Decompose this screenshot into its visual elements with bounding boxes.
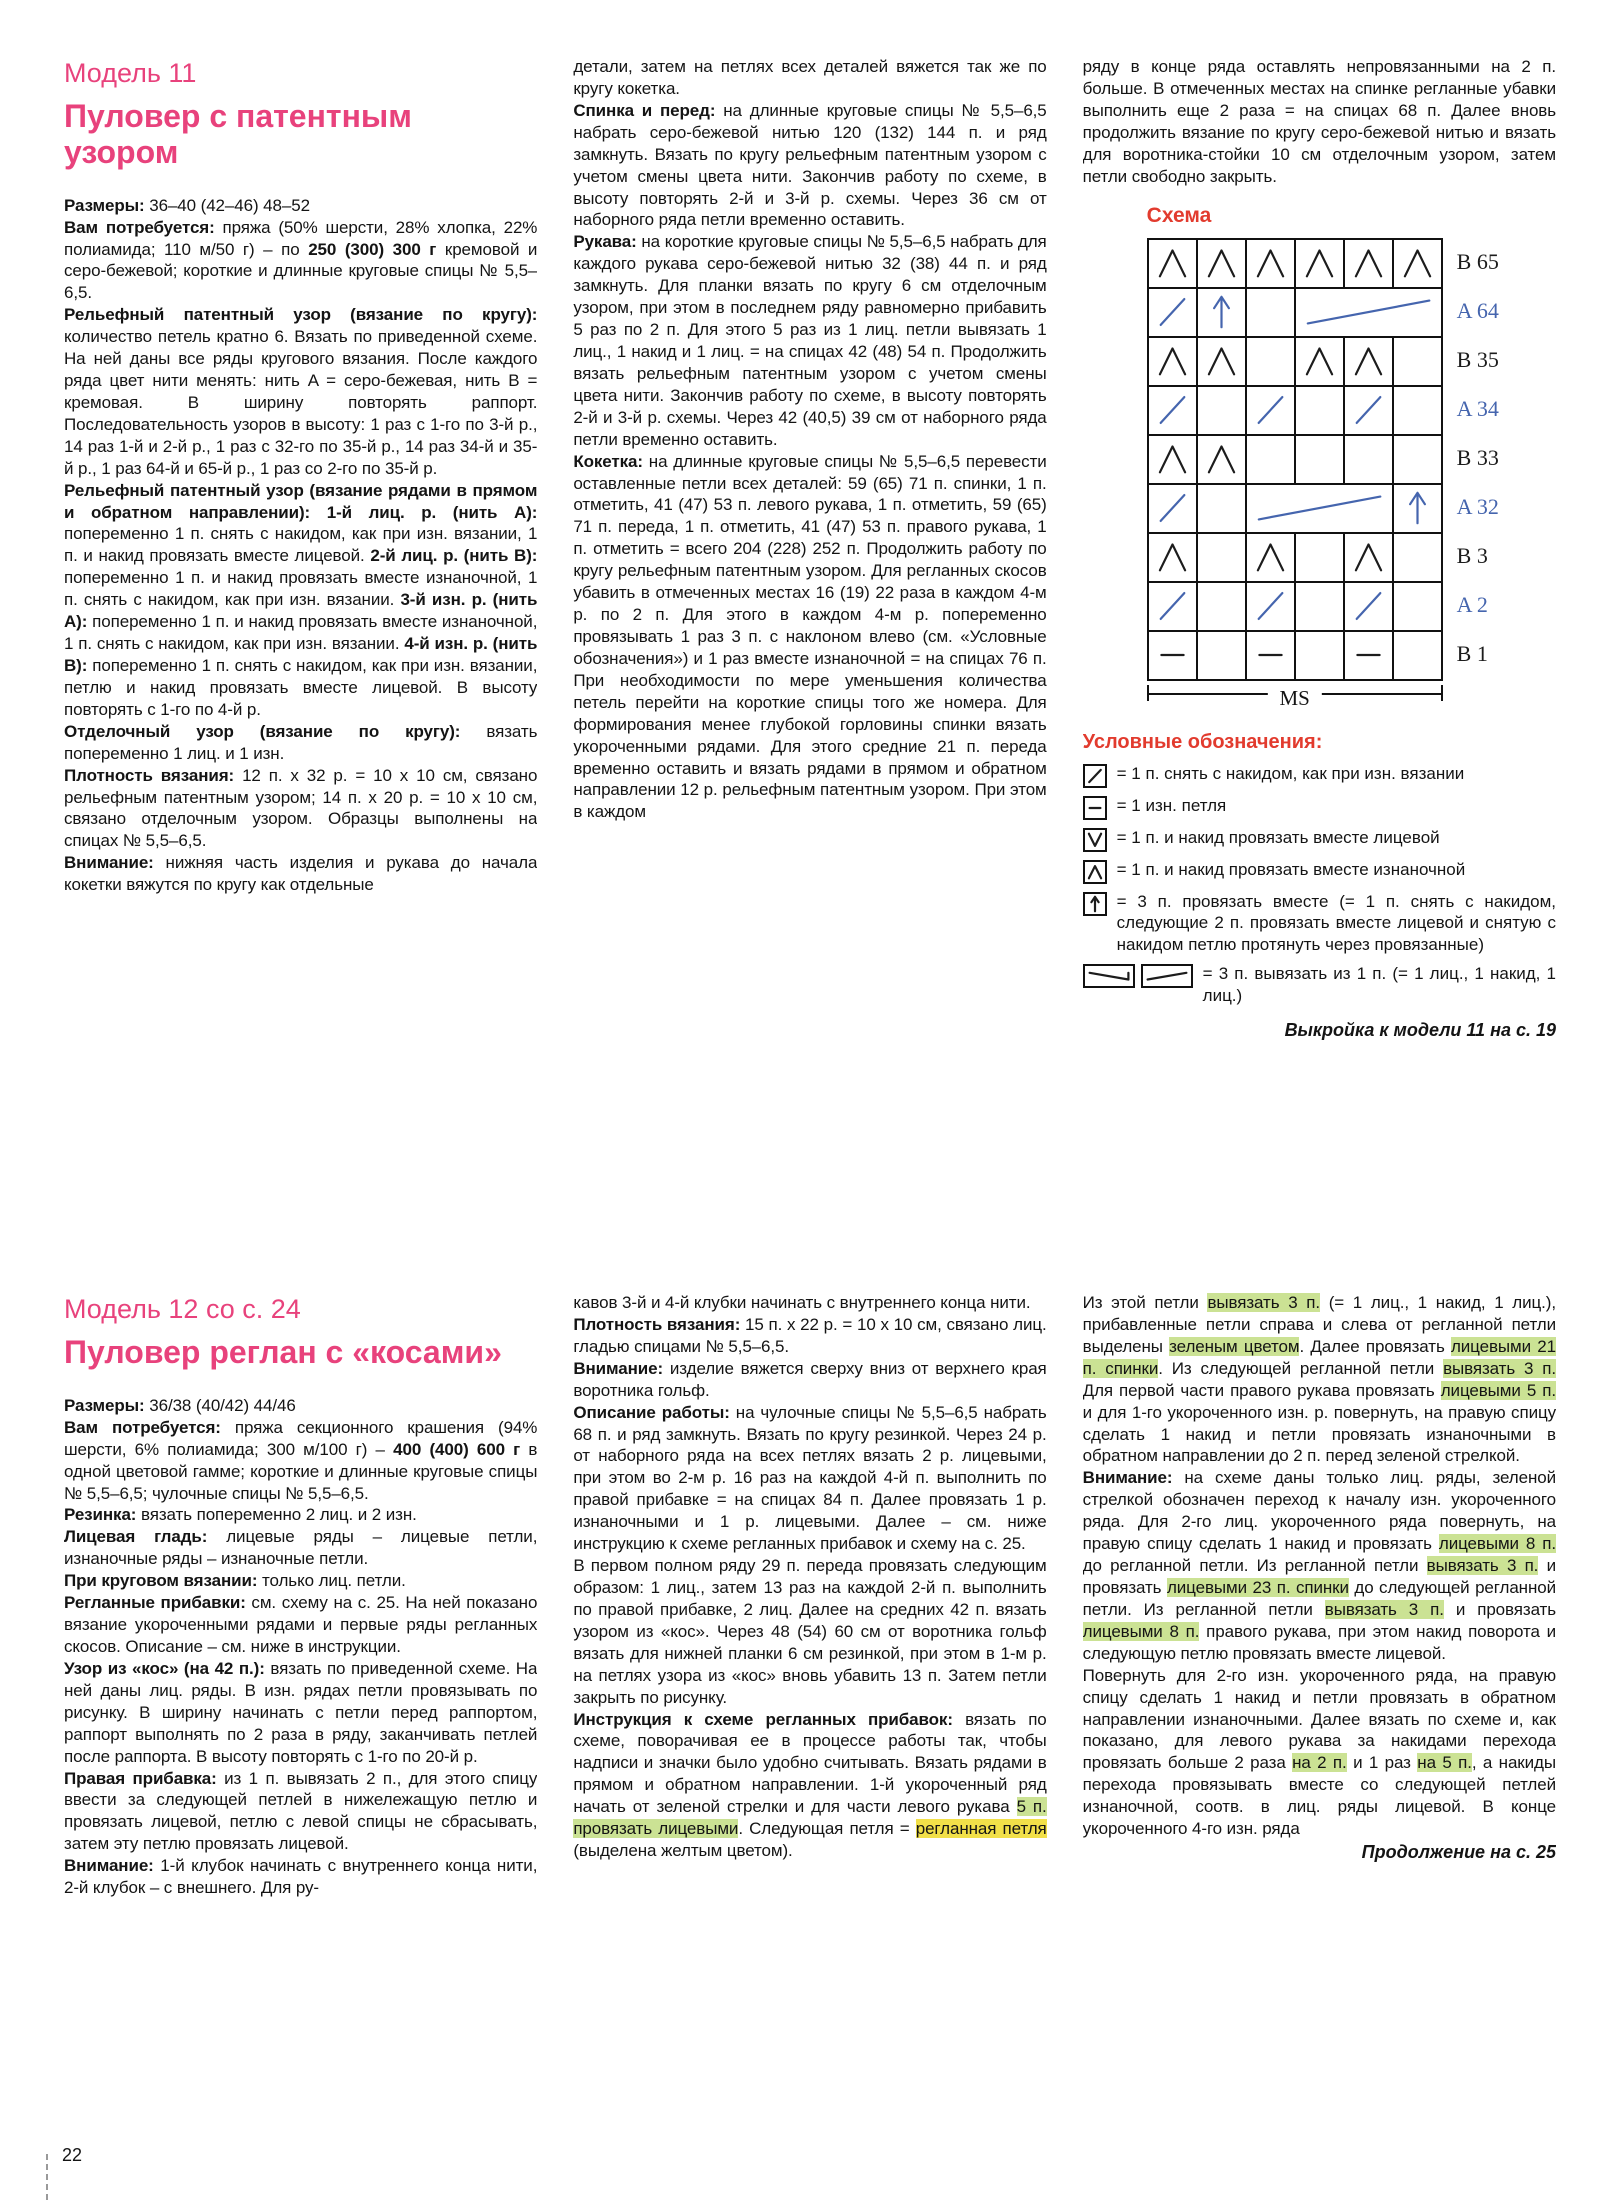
chart-cell [1149, 534, 1198, 583]
chart-cell [1149, 387, 1198, 436]
chart-cell [1296, 387, 1345, 436]
model12-text-col2 [573, 1292, 1046, 1862]
chart-cell [1149, 436, 1198, 485]
chart-cell [1149, 583, 1198, 632]
schema-heading: Схема [1146, 203, 1212, 227]
chart-cell [1198, 338, 1247, 387]
chart-cell [1296, 338, 1345, 387]
chart-cell [1247, 632, 1296, 681]
chart-row-label: B 35 [1456, 347, 1499, 373]
model12-column-1 [64, 1292, 537, 2172]
legend-item-text: = 1 изн. петля [1116, 795, 1227, 815]
chart-cell [1296, 289, 1443, 338]
paragraph: Описание работы: на чулочные спицы № 5,5–6,5 набрать 68 п. и ряд замкнуть. Вязать по кругу резинкой. Через 24 р. от наборного ряда на всех петлях вязать 2 р. лицевыми, при этом во 2-м р. 16 раз на каждой 4-й п. выполнить по правой прибавке = на спицах 84 п. Далее провязать 1 р. изнаночными и 1 р. лицевыми. Далее – см. ниже инструкцию к схеме регланных прибавок и схему на с. 25. [573, 1402, 1047, 1554]
paragraph: Размеры: 36–40 (42–46) 48–52 [64, 195, 310, 215]
model11-text-col1 [64, 195, 537, 897]
chart-row-label: B 65 [1456, 249, 1499, 275]
chart-cell [1247, 338, 1296, 387]
chart-cell [1198, 534, 1247, 583]
paragraph: Лицевая гладь: лицевые ряды – лицевые петли, изнаночные ряды – изнаночные петли. [64, 1527, 538, 1569]
chart-cell [1345, 632, 1394, 681]
model11-section [64, 56, 1556, 1236]
model12-kicker: Модель 12 со с. 24 [64, 1294, 301, 1324]
paragraph: Инструкция к схеме регланных прибавок: вязать по схеме, поворачивая ее в процессе работы так, чтобы надписи и значки было удобно считывать. Вязать рядами в прямом и обратном направлении. 1-й укороченный ряд начать от зеленой стрелки и для части левого рукава 5 п. провязать лицевыми. Следующая петля = регланная петля (выделена желтым цветом). [573, 1709, 1047, 1861]
chart-cell [1394, 338, 1443, 387]
paragraph: кавов 3-й и 4-й клубки начинать с внутреннего конца нити. [573, 1293, 1031, 1312]
paragraph: Плотность вязания: 12 п. х 32 р. = 10 х 10 см, связано рельефным патентным узором; 14 п. х 20 р. = 10 х 10 см, связано отделочным узором. Образцы выполнены на спицах № 5,5–6,5. [64, 765, 538, 851]
wfall-icon [1083, 964, 1135, 988]
chart-cell [1247, 387, 1296, 436]
chart-cell [1345, 534, 1394, 583]
legend-item-text: = 1 п. снять с накидом, как при изн. вязании [1116, 763, 1465, 783]
model12-section [64, 1292, 1556, 2172]
legend-symbol-dash [1083, 795, 1107, 820]
paragraph: Рельефный патентный узор (вязание рядами в прямом и обратном направлении): 1-й лиц. р. (нить A): попеременно 1 п. снять с накидом, как при изн. вязании, 1 п. и накид провязать вместе лицевой. 2-й лиц. р. (нить B): попеременно 1 п. и накид провязать вместе изнаночной, 1 п. снять с накидом, как при изн. вязании. 3-й изн. р. (нить A): попеременно 1 п. и накид провязать вместе изнаночной, 1 п. снять с накидом, как при изн. вязании. 4-й изн. р. (нить B): попеременно 1 п. снять с накидом, как при изн. вязании, петлю и накид провязать вместе лицевой. В высоту повторять с 1-го по 4-й р. [64, 480, 538, 719]
paragraph: Внимание: нижняя часть изделия и рукава до начала кокетки вяжутся по кругу как отдельные [64, 853, 538, 895]
model12-title: Пуловер реглан с «косами» [64, 1334, 502, 1370]
chart-cell [1198, 632, 1247, 681]
model11-column-2 [573, 56, 1046, 1236]
continuation-note: Продолжение на с. 25 [1361, 1842, 1556, 1863]
chart-cell [1198, 289, 1247, 338]
chart-row-label: B 33 [1456, 445, 1499, 471]
legend-symbol-vee [1083, 827, 1107, 852]
paragraph: Вам потребуется: пряжа (50% шерсти, 28% хлопка, 22% полиамида; 110 м/50 г) – по 250 (300) 300 г кремовой и серо-бежевой; короткие и длинные круговые спицы № 5,5–6,5. [64, 217, 538, 303]
chart-cell [1394, 632, 1443, 681]
chart-cell [1247, 534, 1296, 583]
chart-cell [1198, 387, 1247, 436]
chart-cell [1345, 240, 1394, 289]
chart-cell [1296, 534, 1345, 583]
knitting-chart-grid [1147, 238, 1443, 681]
slash-icon [1083, 764, 1107, 788]
chart-cell [1198, 583, 1247, 632]
model11-kicker: Модель 11 [64, 58, 197, 88]
legend-item [1083, 963, 1556, 1007]
chart-cell [1247, 240, 1296, 289]
paragraph: Резинка: вязать попеременно 2 лиц. и 2 изн. [64, 1505, 417, 1525]
model12-text-col1 [64, 1395, 537, 1899]
paragraph: Рукава: на короткие круговые спицы № 5,5–6,5 набрать для каждого рукава серо-бежевой нитью 32 (38) 44 п. и ряд замкнуть. Для планки вязать по кругу 6 см отделочным узором, при этом в последнем ряду равномерно прибавить 5 раз по 2 п. Для этого 5 раз из 1 лиц. петли вывязать 1 лиц., 1 накид и 1 лиц. = на спицах 42 (48) 54 п. Продолжить вязать рельефным патентным узором с учетом смены цвета нити. Закончив работу по схеме, в высоту повторять 2-й и 3-й р. схемы. Через 42 (40,5) 39 см от наборного ряда петли временно оставить. [573, 232, 1047, 449]
chart-row-label: B 1 [1456, 641, 1488, 667]
chart-cell [1149, 289, 1198, 338]
paragraph: Узор из «кос» (на 42 п.): вязать по приведенной схеме. На ней даны лиц. ряды. В изн. рядах петли провязывать по рисунку. В ширину начинать с петли перед раппортом, раппорт выполнять по 2 раза в ряду, заканчивать петлей после раппорта. В высоту повторять с 1-го по 20-й р. [64, 1658, 538, 1766]
legend-item [1083, 859, 1556, 884]
paragraph: Спинка и перед: на длинные круговые спицы № 5,5–6,5 набрать серо-бежевой нитью 120 (132) 144 п. и ряд замкнуть. Вязать по кругу рельефным патентным узором с учетом смены цвета нити. Закончив работу по схеме, в высоту повторять 2-й и 3-й р. схемы. Через 36 см от наборного ряда петли временно оставить. [573, 100, 1047, 230]
lambda-icon [1083, 860, 1107, 884]
chart-cell [1345, 436, 1394, 485]
dash-icon [1083, 796, 1107, 820]
model12-column-2 [573, 1292, 1046, 2172]
chart-cell [1394, 583, 1443, 632]
paragraph: Внимание: на схеме даны только лиц. ряды, зеленой стрелкой обозначен переход к началу изн. укороченного ряда. Для 2-го лиц. укороченного ряда повернуть, на правую спицу сделать 1 накид и провязать лицевыми 8 п. до регланной петли. Из регланной петли вывязать 3 п. и провязать лицевыми 23 п. спинки до следующей регланной петли. Из регланной петли вывязать 3 п. и провязать лицевыми 8 п. правого рукава, при этом накид поворота и следующую петлю провязать вместе лицевой. [1082, 1468, 1556, 1663]
chart-cell [1394, 485, 1443, 534]
paragraph: Регланные прибавки: см. схему на с. 25. На ней показано вязание укороченными рядами и первые ряды регланных скосов. Описание – см. ниже в инструкции. [64, 1593, 538, 1656]
knitting-chart-labels [1457, 238, 1499, 681]
chart-cell [1394, 387, 1443, 436]
paragraph: Внимание: изделие вяжется сверху вниз от верхнего края воротника гольф. [573, 1358, 1047, 1400]
chart-cell [1394, 436, 1443, 485]
paragraph: Повернуть для 2-го изн. укороченного ряда, на правую спицу сделать 1 накид и петли провязать в обратном направлении изнаночными. Далее вязать по схеме и, как показано, для левого рукава за накидами перехода провязать больше 2 раза на 2 п. и 1 раз на 5 п., а накиды перехода провязывать вместе со следующей петлей изнаночной, соотв. в лиц. ряды лицевой. В конце укороченного 4-го изн. ряда [1082, 1665, 1556, 1839]
chart-cell [1345, 583, 1394, 632]
legend-item-text: = 3 п. вывязать из 1 п. (= 1 лиц., 1 накид, 1 лиц.) [1202, 963, 1556, 1005]
legend-symbol-slash [1083, 763, 1107, 788]
paragraph: Правая прибавка: из 1 п. вывязать 2 п., для этого спицу ввести за следующей петлей в нижележащую петлю и провязать лицевой, петлю с левой спицы не сбрасывать, затем эту петлю провязать лицевой. [64, 1768, 538, 1854]
wrise-icon [1141, 964, 1193, 988]
model11-column-1 [64, 56, 537, 1236]
chart-cell [1247, 436, 1296, 485]
legend-item-text: = 3 п. провязать вместе (= 1 п. снять с накидом, следующие 2 п. провязать вместе лицевой и снятую с накидом петлю протянуть через провязанные) [1116, 891, 1556, 955]
paragraph: Отделочный узор (вязание по кругу): вязать попеременно 1 лиц. и 1 изн. [64, 721, 538, 763]
paragraph: В первом полном ряду 29 п. переда провязать следующим образом: 1 лиц., затем 13 раз на каждой 2-й п. выполнить по правой прибавке, 2 лиц. Далее на средних 42 п. вязать узором из «кос». Через 48 (54) 60 см от воротника гольф вязать для нижней планки 6 см резинкой, при этом в 1-м р. на петлях узора из «кос» вновь убавить 13 п. Затем петли закрыть по рисунку. [573, 1556, 1047, 1707]
paragraph: Размеры: 36/38 (40/42) 44/46 [64, 1395, 296, 1415]
model11-title: Пуловер с патентным узором [64, 98, 412, 170]
chart-cell [1247, 583, 1296, 632]
legend-title: Условные обозначения: [1082, 730, 1323, 753]
chart-cell [1296, 436, 1345, 485]
legend-item [1083, 763, 1556, 788]
legend-items [1083, 763, 1556, 1007]
legend [1083, 731, 1556, 1007]
ms-label: MS [1267, 686, 1321, 711]
chart-cell [1296, 632, 1345, 681]
chart-cell [1345, 338, 1394, 387]
chart-cell [1149, 338, 1198, 387]
chart-cell [1296, 583, 1345, 632]
chart-cell [1198, 240, 1247, 289]
legend-item-text: = 1 п. и накид провязать вместе лицевой [1116, 827, 1440, 847]
paragraph: Из этой петли вывязать 3 п. (= 1 лиц., 1 накид, 1 лиц.), прибавленные петли справа и слева от регланной петли выделены зеленым цветом. Далее провязать лицевыми 21 п. спинки. Из следующей регланной петли вывязать 3 п. Для первой части правого рукава провязать лицевыми 5 п. и для 1-го укороченного изн. р. повернуть, на правую спицу сделать 1 накид и петли провязать изнаночными в обратном направлении до 2 п. перед зеленой стрелкой. [1082, 1293, 1556, 1466]
chart-cell [1296, 240, 1345, 289]
chart-cell [1394, 534, 1443, 583]
crop-mark [46, 2154, 48, 2200]
paragraph: Кокетка: на длинные круговые спицы № 5,5–6,5 перевести оставленные петли всех деталей: 59 (65) 71 п. спинки, 1 п. отметить, 41 (47) 53 п. левого рукава, 1 п. отметить, 59 (65) 71 п. переда, 1 п. отметить, 41 (47) 53 п. правого рукава, 1 п. отметить = всего 204 (228) 252 п. Продолжить работу по кругу рельефным патентным узором. Для регланных скосов убавить в отмеченных местах 16 (19) 22 раза в каждом 4-м р. по 2 п. Для этого в каждом 4-м р. попеременно провязывать 1 раз 3 п. с наклоном влево (см. «Условные обозначения») и 1 раз вместе изнаночной = на спицах 76 п. При необходимости по мере уменьшения количества петель перейти на короткие спицы того же номера. Для формирования менее глубокой горловины спинки вязать укороченными рядами. Для этого средние 21 п. переда временно оставить и вязать рядами в прямом и обратном направлении 12 р. рельефным патентным узором. При этом в каждом [573, 451, 1047, 822]
pattern-reference: Выкройка к модели 11 на с. 19 [1284, 1020, 1556, 1041]
model12-text-col3 [1083, 1292, 1556, 1840]
model11-text-col3 [1083, 56, 1556, 188]
schema-block [1083, 204, 1556, 715]
chart-cell [1149, 485, 1198, 534]
model11-text-col2 [573, 56, 1046, 823]
paragraph: Вам потребуется: пряжа секционного крашения (94% шерсти, 6% полиамида; 300 м/100 г) – 400 (400) 600 г в одной цветовой гамме; короткие и длинные круговые спицы № 5,5–6,5; чулочные спицы № 5,5–6,5. [64, 1417, 538, 1503]
chart-row-label: B 3 [1456, 543, 1488, 569]
paragraph: При круговом вязании: только лиц. петли. [64, 1571, 406, 1591]
paragraph: детали, затем на петлях всех деталей вяжется так же по кругу кокетка. [573, 57, 1047, 98]
chart-row-label: A 2 [1456, 592, 1488, 618]
model12-column-3 [1083, 1292, 1556, 2172]
chart-cell [1394, 240, 1443, 289]
chart-cell [1345, 387, 1394, 436]
chart-cell [1198, 436, 1247, 485]
chart-cell [1149, 240, 1198, 289]
chart-cell [1149, 632, 1198, 681]
chart-cell [1247, 289, 1296, 338]
paragraph: Рельефный патентный узор (вязание по кругу): количество петель кратно 6. Вязать по приведенной схеме. На ней даны все ряды кругового вязания. После каждого ряда цвет нити менять: нить A = серо-бежевая, нить B = кремовая. В ширину повторять раппорт. Последовательность узоров в высоту: 1 раз с 1-го по 3-й р., 14 раз 1-й и 2-й р., 1 раз с 32-го по 35-й р., 14 раз 34-й и 35-й р., 1 раз 64-й и 65-й р., 1 раз со 2-го по 35-й р. [64, 305, 538, 478]
chart-cell [1198, 485, 1247, 534]
legend-item [1083, 795, 1556, 820]
legend-item [1083, 891, 1556, 956]
legend-item [1083, 827, 1556, 852]
page-number: 22 [62, 2145, 83, 2165]
up-icon [1083, 892, 1107, 916]
chart-row-label: A 34 [1456, 396, 1499, 422]
chart-row-label: A 32 [1456, 494, 1499, 520]
chart-cell [1247, 485, 1394, 534]
legend-symbol-three_from_one [1083, 963, 1193, 988]
legend-symbol-lambda [1083, 859, 1107, 884]
paragraph: Внимание: 1-й клубок начинать с внутреннего конца нити, 2-й клубок – с внешнего. Для ру- [64, 1856, 538, 1898]
chart-row-label: A 64 [1456, 298, 1499, 324]
ms-bracket [1147, 685, 1443, 715]
paragraph: Плотность вязания: 15 п. х 22 р. = 10 х 10 см, связано лиц. гладью спицами № 5,5–6,5. [573, 1314, 1047, 1356]
paragraph: ряду в конце ряда оставлять непровязанными на 2 п. больше. В отмеченных местах на спинке регланные убавки выполнить еще 2 раза = на спицах 68 п. Далее вновь продолжить вязание по кругу серо-бежевой нитью и вязать для воротника-стойки 10 см отделочным узором, затем петли свободно закрыть. [1082, 57, 1556, 186]
legend-item-text: = 1 п. и накид провязать вместе изнаночной [1116, 859, 1466, 879]
model11-column-3 [1083, 56, 1556, 1236]
knitting-chart [1147, 238, 1556, 681]
vee-icon [1083, 828, 1107, 852]
legend-symbol-up [1083, 891, 1107, 916]
